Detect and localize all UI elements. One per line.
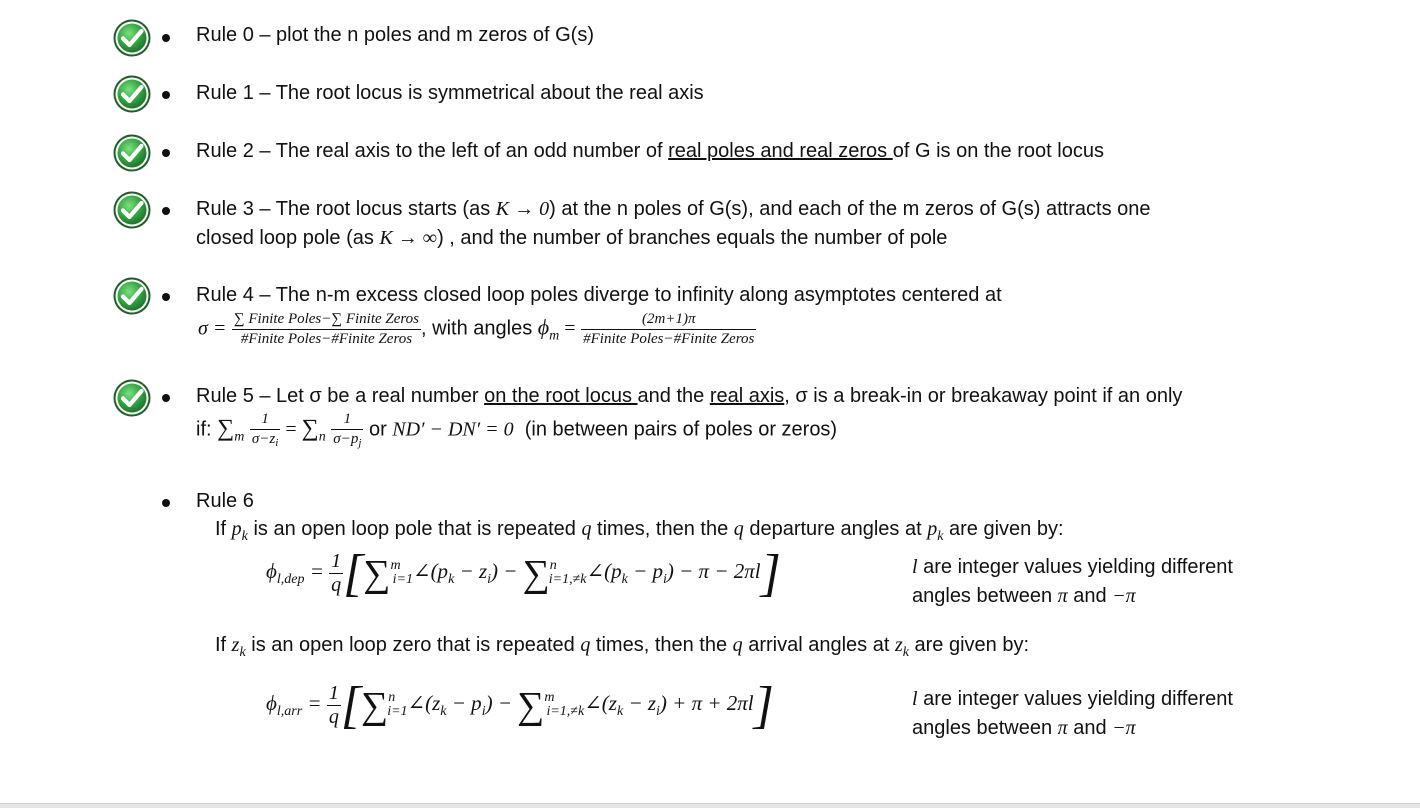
rule-6-arrival-intro: If $z_k$ is an open loop zero that is repeated q times, then the q arrival angles at $z_k$ are given by: (215, 634, 1030, 660)
check-circle-icon (112, 276, 152, 316)
check-circle-icon (112, 133, 152, 173)
check-circle-icon (112, 378, 152, 418)
bullet (162, 293, 170, 301)
check-circle-icon (112, 18, 152, 58)
rule-6-departure-intro: If $p_k$ is an open loop pole that is repeated q times, then the q departure angles at $p_k$ are given by: (215, 518, 1064, 544)
break-fraction-2: $\frac{1}{\sigma-p_j}$ (333, 411, 362, 449)
phi-fraction: $\frac{(2m+1)\pi}{\text{\#Finite Poles−\#Finite Zeros}}$ (583, 311, 755, 347)
bullet (162, 499, 170, 507)
one-over-q: $\frac{1}{q}$ (328, 681, 339, 728)
status-bar (0, 803, 1420, 808)
check-circle-icon (112, 74, 152, 114)
departure-note: l are integer values yielding different angles between π and −π (912, 556, 1233, 607)
bullet (162, 394, 170, 402)
check-circle-icon (112, 190, 152, 230)
departure-angle-formula: $\phi_{l,dep}$ = $\frac{1}{q}$ [$\sum^m_{i=1}\angle(p_k - z_i)$ − $\sum^n_{i=1,\ne k}\angle(p_k - p_i) - \pi - 2\pi l$] (266, 545, 781, 602)
rule-4-formula: σ = $\frac{\text{∑ Finite Poles−∑ Finite Zeros}}{\text{\#Finite Poles−\#Finite Zeros}}$ , with angles $\phi_m$ = $\frac{(2m+1)\pi}{\text{\#Finite Poles−\#Finite Zeros}}$ (198, 311, 755, 347)
rule-5-line-1: Rule 5 – Let σ be a real number on the root locus and the real axis, σ is a break-in or breakaway point if an only (196, 385, 1183, 407)
sigma-fraction: $\frac{\text{∑ Finite Poles−∑ Finite Zeros}}{\text{\#Finite Poles−\#Finite Zeros}}$ (233, 311, 420, 347)
one-over-q: $\frac{1}{q}$ (331, 549, 342, 596)
rule-0-text: Rule 0 – plot the n poles and m zeros of G(s) (196, 24, 594, 46)
rule-1-text: Rule 1 – The root locus is symmetrical about the real axis (196, 82, 704, 104)
rule-3-line-1: Rule 3 – The root locus starts (as K → 0) at the n poles of G(s), and each of the m zeros of G(s) attracts one (196, 198, 1151, 220)
arrival-note: l are integer values yielding different angles between π and −π (912, 688, 1233, 739)
arrival-angle-formula: $\phi_{l,arr}$ = $\frac{1}{q}$ [$\sum^n_{i=1}\angle(z_k - p_i)$ − $\sum^m_{i=1,\ne k}\angle(z_k - z_i) + \pi + 2\pi l$] (266, 677, 774, 734)
rule-3-line-2: closed loop pole (as K → ∞) , and the number of branches equals the number of pole (196, 227, 948, 249)
rule-4-line-1: Rule 4 – The n-m excess closed loop poles diverge to infinity along asymptotes centered at (196, 284, 1002, 306)
bullet (162, 34, 170, 42)
break-fraction-1: $\frac{1}{\sigma-z_i}$ (251, 411, 279, 449)
rule-2-text: Rule 2 – The real axis to the left of an odd number of real poles and real zeros of G is on the root locus (196, 140, 1104, 162)
bullet (162, 91, 170, 99)
rule-5-line-2: if: $\sum_m$ $\frac{1}{\sigma-z_i}$ = $\sum_n$ $\frac{1}{\sigma-p_j}$ or ND′ − DN′ = 0 (in between pairs of poles or zeros) (196, 411, 838, 449)
bullet (162, 207, 170, 215)
rule-6-title: Rule 6 (196, 490, 254, 512)
bullet (162, 149, 170, 157)
